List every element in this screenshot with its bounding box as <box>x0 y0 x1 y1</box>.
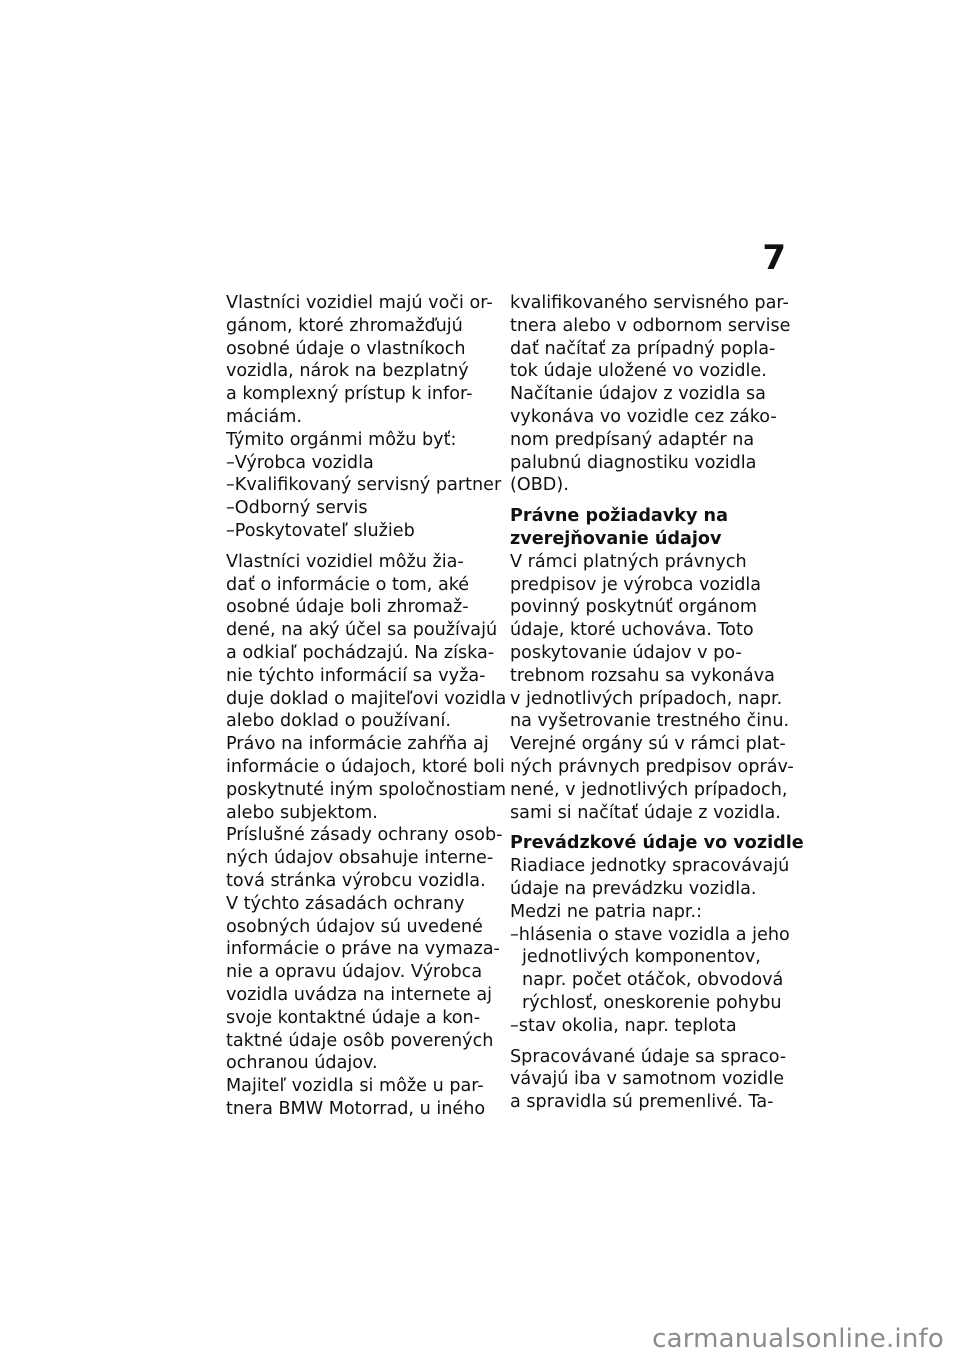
text-line: a odkiaľ pochádzajú. Na získa- <box>226 642 495 663</box>
text-line: a spravidla sú premenlivé. Ta- <box>510 1092 774 1113</box>
heading-line: zverejňovanie údajov <box>510 528 722 549</box>
text-line: predpisov je výrobca vozidla <box>510 574 762 595</box>
text-line: svoje kontaktné údaje a kon- <box>226 1007 481 1028</box>
heading-line: Prevádzkové údaje vo vozidle <box>510 833 804 854</box>
text-line: informácie o práve na vymaza- <box>226 939 500 960</box>
text-line: tnera BMW Motorrad, u iného <box>226 1098 486 1119</box>
text-line: dené, na aký účel sa používajú <box>226 620 498 641</box>
paragraph-access-right <box>226 292 494 429</box>
text-line: Príslušné zásady ochrany osob- <box>226 825 503 846</box>
text-line: tová stránka výrobcu vozidla. <box>226 870 486 891</box>
list-item-line: –hlásenia o stave vozidla a jeho <box>510 924 790 945</box>
watermark: carmanualsonline.info <box>652 1324 944 1354</box>
list-item: –Poskytovateľ služieb <box>226 520 415 541</box>
text-line: Verejné orgány sú v rámci plat- <box>510 734 786 755</box>
text-line: dať o informácie o tom, aké <box>226 574 470 595</box>
text-line: alebo doklad o používaní. <box>226 711 451 732</box>
paragraph-manufacturer-obligation <box>510 551 790 733</box>
text-line: povinný poskytnúť orgánom <box>510 597 757 618</box>
text-line: sami si načítať údaje z vozidla. <box>510 802 781 823</box>
text-line: Týmito orgánmi môžu byť: <box>226 429 457 450</box>
text-line: kvalifikovaného servisného par- <box>510 293 789 313</box>
text-line: poskytnuté iným spoločnostiam <box>226 779 506 800</box>
text-line: máciám. <box>226 406 302 427</box>
text-line: v jednotlivých prípadoch, napr. <box>510 688 783 709</box>
text-line: gánom, ktoré zhromažďujú <box>226 315 463 336</box>
text-line: údaje na prevádzku vozidla. <box>510 878 757 899</box>
paragraph-control-units <box>510 855 790 901</box>
paragraph-readout-continued <box>510 292 791 383</box>
text-line: vozidla, nárok na bezplatný <box>226 361 469 382</box>
text-line: Vlastníci vozidiel môžu žia- <box>226 551 464 572</box>
list-item: –Kvalifikovaný servisný partner <box>226 475 502 496</box>
text-line: osobné údaje o vlastníkoch <box>226 338 466 359</box>
paragraph-privacy-policy <box>226 824 503 892</box>
paragraph-bodies-intro <box>226 429 494 452</box>
text-line: vozidla uvádza na internete aj <box>226 984 493 1005</box>
paragraph-obd <box>510 383 782 497</box>
text-line: nie a opravu údajov. Výrobca <box>226 962 483 983</box>
text-line: trebnom rozsahu sa vykonáva <box>510 665 775 686</box>
text-line: Načítanie údajov z vozidla sa <box>510 384 766 405</box>
right-column <box>510 292 804 1114</box>
text-line: vávajú iba v samotnom vozidle <box>510 1069 785 1090</box>
heading-line: Právne požiadavky na <box>510 506 728 527</box>
text-line: poskytovanie údajov v po- <box>510 642 742 663</box>
text-line: Majiteľ vozidla si môže u par- <box>226 1076 484 1097</box>
list-item-line: rýchlosť, oneskorenie pohybu <box>522 992 782 1013</box>
text-line: Riadiace jednotky spracovávajú <box>510 856 790 877</box>
list-bodies <box>226 452 502 543</box>
list-item: –Odborný servis <box>226 498 368 519</box>
paragraph-erasure-rights <box>226 893 500 1075</box>
text-line: osobné údaje boli zhromaž- <box>226 597 469 618</box>
text-line: Právo na informácie zahŕňa aj <box>226 734 489 755</box>
text-line: palubnú diagnostiku vozidla <box>510 452 757 473</box>
text-line: a komplexný prístup k infor- <box>226 384 473 405</box>
text-line: nie týchto informácií sa vyža- <box>226 665 486 686</box>
list-item-line: –stav okolia, napr. teplota <box>510 1015 737 1036</box>
text-line: Vlastníci vozidiel majú voči or- <box>226 293 493 313</box>
text-line: ných údajov obsahuje interne- <box>226 848 494 869</box>
list-item: –Výrobca vozidla <box>226 452 374 473</box>
paragraph-owner-readout <box>226 1075 494 1121</box>
text-line: nom predpísaný adaptér na <box>510 429 755 450</box>
text-line: ochranou údajov. <box>226 1053 378 1074</box>
paragraph-public-authorities <box>510 733 794 824</box>
text-line: tnera alebo v odbornom servise <box>510 315 791 336</box>
paragraph-processed-data <box>510 1046 787 1114</box>
text-line: taktné údaje osôb poverených <box>226 1030 494 1051</box>
list-operating-data <box>510 924 790 1038</box>
text-line: dať načítať za prípadný popla- <box>510 338 776 359</box>
text-line: osobných údajov sú uvedené <box>226 916 483 937</box>
text-line: Spracovávané údaje sa spraco- <box>510 1046 787 1067</box>
text-line: informácie o údajoch, ktoré boli <box>226 756 505 777</box>
heading-legal-requirements <box>510 505 782 551</box>
text-line: vykonáva vo vozidle cez záko- <box>510 406 777 427</box>
heading-operating-data <box>510 832 804 855</box>
text-line: na vyšetrovanie trestného činu. <box>510 711 790 732</box>
text-line: nené, v jednotlivých prípadoch, <box>510 779 788 800</box>
paragraph-info-scope <box>226 733 506 824</box>
text-line: alebo subjektom. <box>226 802 378 823</box>
text-line: V týchto zásadách ochrany <box>226 893 465 914</box>
list-item <box>510 924 790 1015</box>
text-line: tok údaje uložené vo vozidle. <box>510 361 767 382</box>
list-item-line: napr. počet otáčok, obvodová <box>522 970 784 991</box>
text-line: V rámci platných právnych <box>510 551 747 572</box>
text-line: Medzi ne patria napr.: <box>510 901 703 922</box>
text-line: ných právnych predpisov opráv- <box>510 756 794 777</box>
text-line: duje doklad o majiteľovi vozidla <box>226 688 507 709</box>
text-line: údaje, ktoré uchováva. Toto <box>510 620 754 641</box>
list-item-line: jednotlivých komponentov, <box>522 947 761 968</box>
left-column <box>226 292 507 1121</box>
page-number: 7 <box>762 238 786 278</box>
list-item <box>510 1015 782 1038</box>
paragraph-request-info <box>226 551 507 733</box>
text-line: (OBD). <box>510 475 569 496</box>
paragraph-examples-intro <box>510 901 782 924</box>
